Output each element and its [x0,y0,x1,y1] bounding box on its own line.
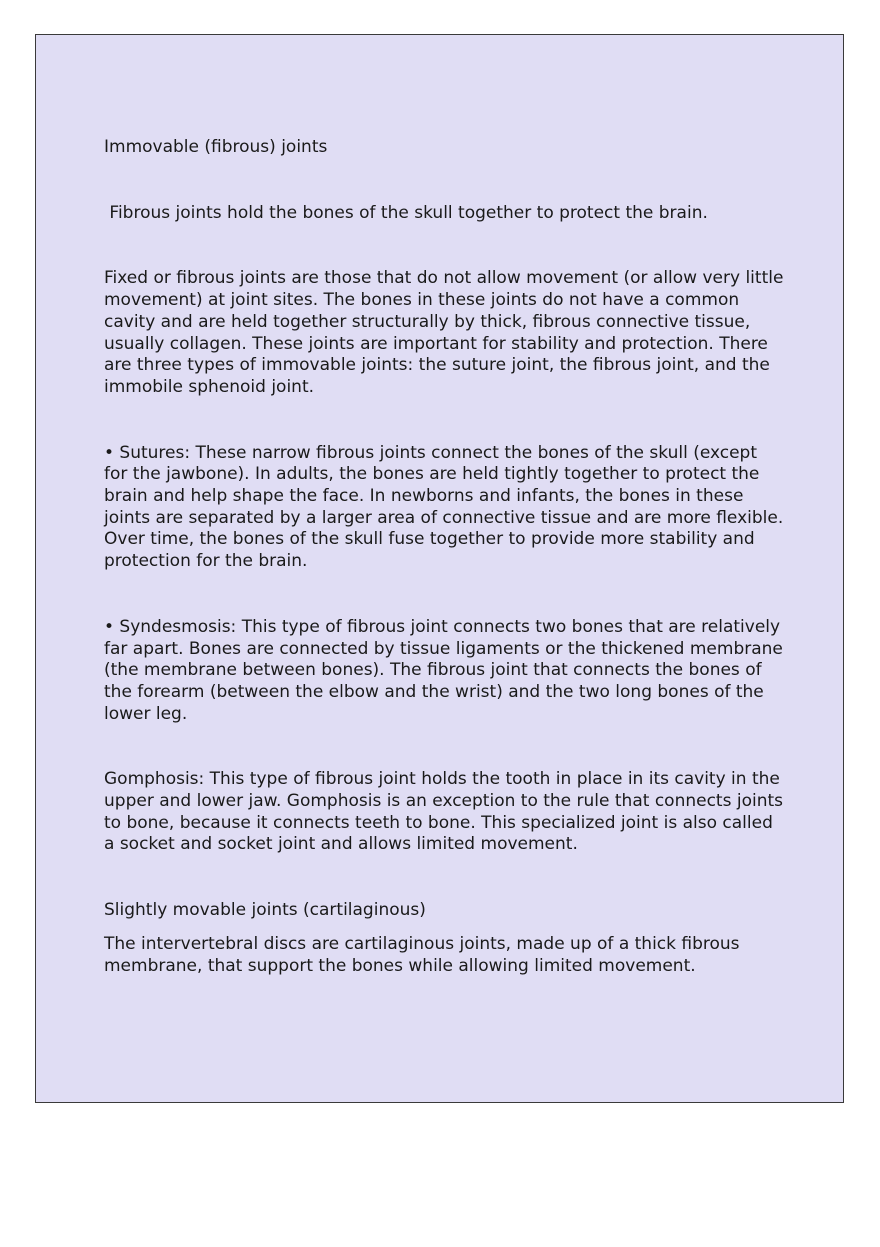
document-panel [35,34,844,1103]
document-content [104,137,789,977]
spacer [104,922,784,934]
intro-paragraph: Fibrous joints hold the bones of the skull together to protect the brain. [104,202,708,223]
spacer [104,856,784,900]
bullet-sutures: • Sutures: These narrow fibrous joints connect the bones of the skull (except for the jawbone). In adults, the bones are held tightly together to protect the brain and help shape the face. In newborns and infants, the bones in these joints are separated by a larger area of connective tissue and are more flexible. Over time, the bones of the skull fuse together to provide more stability and protection for the brain. [104,442,789,572]
paragraph-intervertebral: The intervertebral discs are cartilaginous joints, made up of a thick fibrous membrane, that support the bones while allowing limited movement. [104,933,745,976]
spacer [104,224,784,268]
spacer [104,399,784,443]
heading-cartilaginous-joints: Slightly movable joints (cartilaginous) [104,900,426,921]
spacer [104,725,784,769]
heading-fibrous-joints: Immovable (fibrous) joints [104,137,328,157]
paragraph-gomphosis: Gomphosis: This type of fibrous joint holds the tooth in place in its cavity in the upper and lower jaw. Gomphosis is an exception to the rule that connects joints to bone, because it connects teeth to bone. This specialized joint is also called a socket and socket joint and allows limited movement. [104,769,789,855]
spacer [104,159,784,203]
paragraph-fixed-joints: Fixed or fibrous joints are those that do not allow movement (or allow very little movement) at joint sites. The bones in these joints do not have a common cavity and are held together structurally by thick, fibrous connective tissue, usually collagen. These joints are important for stability and protection. There are three types of immovable joints: the suture joint, the fibrous joint, and the immobile sphenoid joint. [104,268,789,397]
spacer [104,573,784,617]
bullet-syndesmosis: • Syndesmosis: This type of fibrous joint connects two bones that are relatively far apart. Bones are connected by tissue ligaments or the thickened membrane (the membrane between bones). The fibrous joint that connects the bones of the forearm (between the elbow and the wrist) and the two long bones of the lower leg. [104,616,789,724]
